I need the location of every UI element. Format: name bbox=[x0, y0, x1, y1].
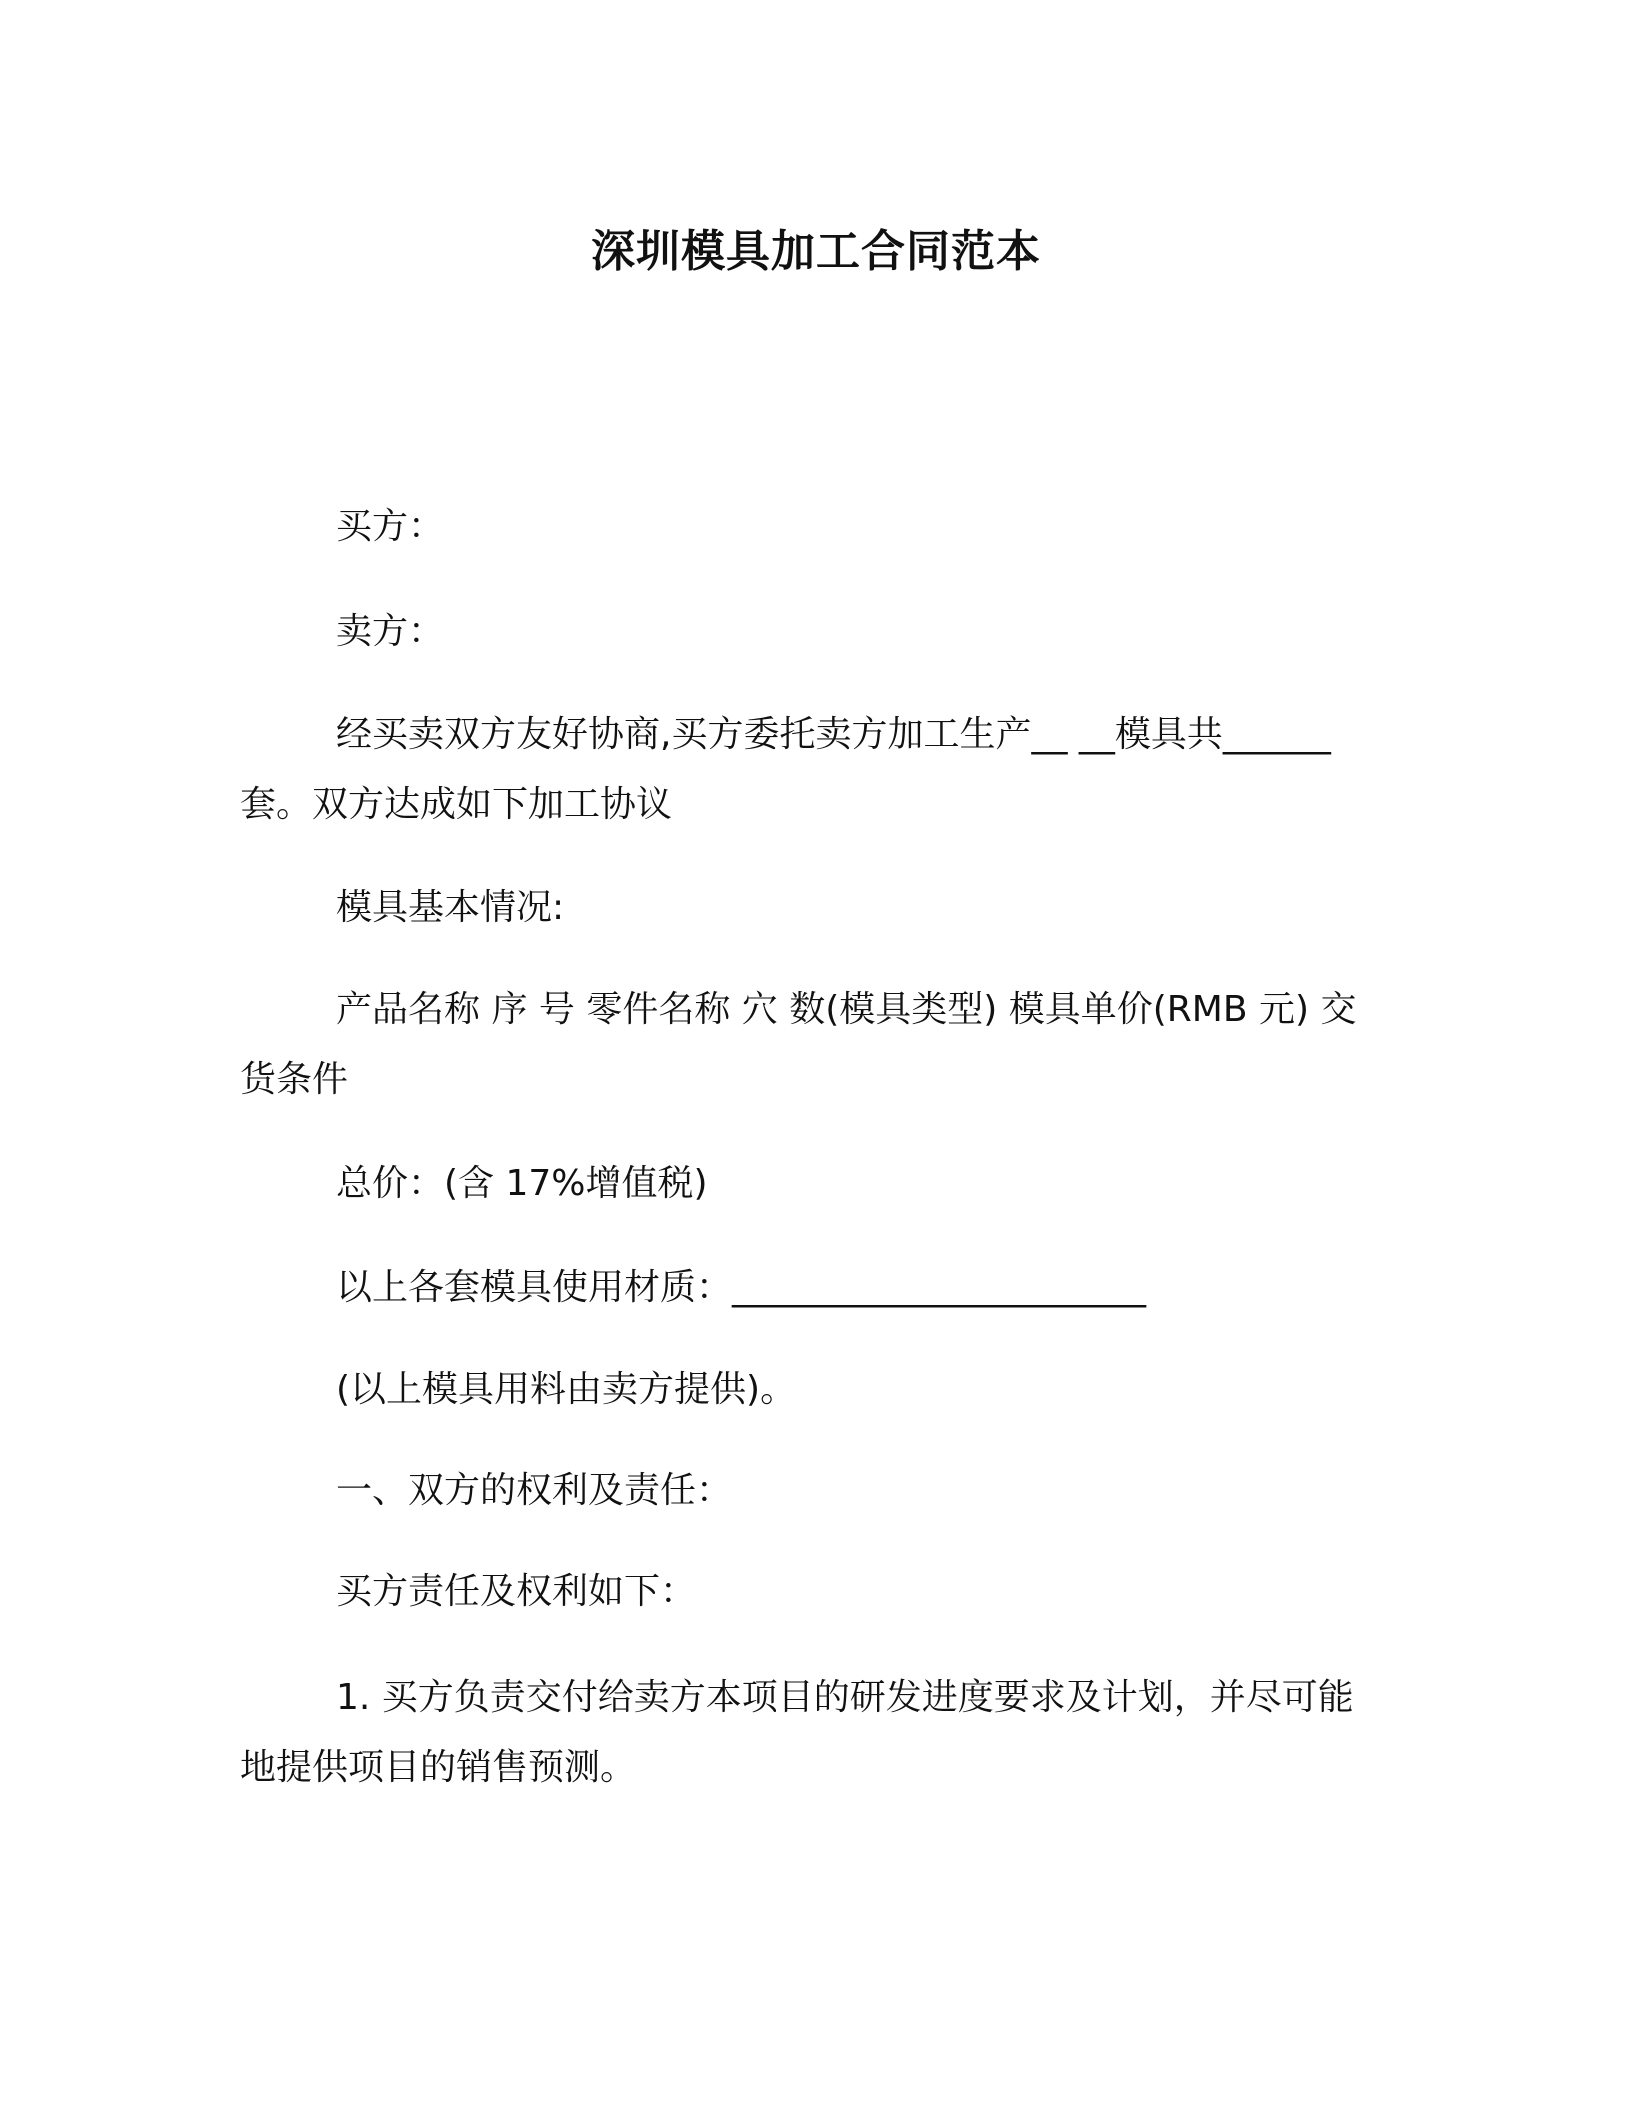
agreement-intro-paragraph: 经买卖双方友好协商,买方委托卖方加工生产__ __模具共______套。双方达成如下加工协议 bbox=[240, 714, 1331, 825]
document-title: 深圳模具加工合同范本 bbox=[591, 226, 1041, 277]
buyer-responsibility-item-1: 1. 买方负责交付给卖方本项目的研发进度要求及计划，并尽可能地提供项目的销售预测。 bbox=[240, 1677, 1354, 1788]
buyer-line: 买方： bbox=[336, 506, 445, 547]
mold-basic-info-heading: 模具基本情况: bbox=[336, 887, 565, 928]
material-supply-note: (以上模具用料由卖方提供)。 bbox=[336, 1369, 797, 1410]
mold-table-header-paragraph: 产品名称 序 号 零件名称 穴 数(模具类型) 模具单价(RMB 元) 交货条件 bbox=[240, 989, 1357, 1100]
buyer-responsibilities-heading: 买方责任及权利如下： bbox=[336, 1571, 697, 1612]
total-price-line: 总价：(含 17%增值税) bbox=[336, 1163, 708, 1204]
material-line: 以上各套模具使用材质：_______________________ bbox=[336, 1267, 1147, 1308]
section-one-heading: 一、双方的权利及责任： bbox=[336, 1470, 733, 1511]
seller-line: 卖方： bbox=[336, 611, 445, 652]
